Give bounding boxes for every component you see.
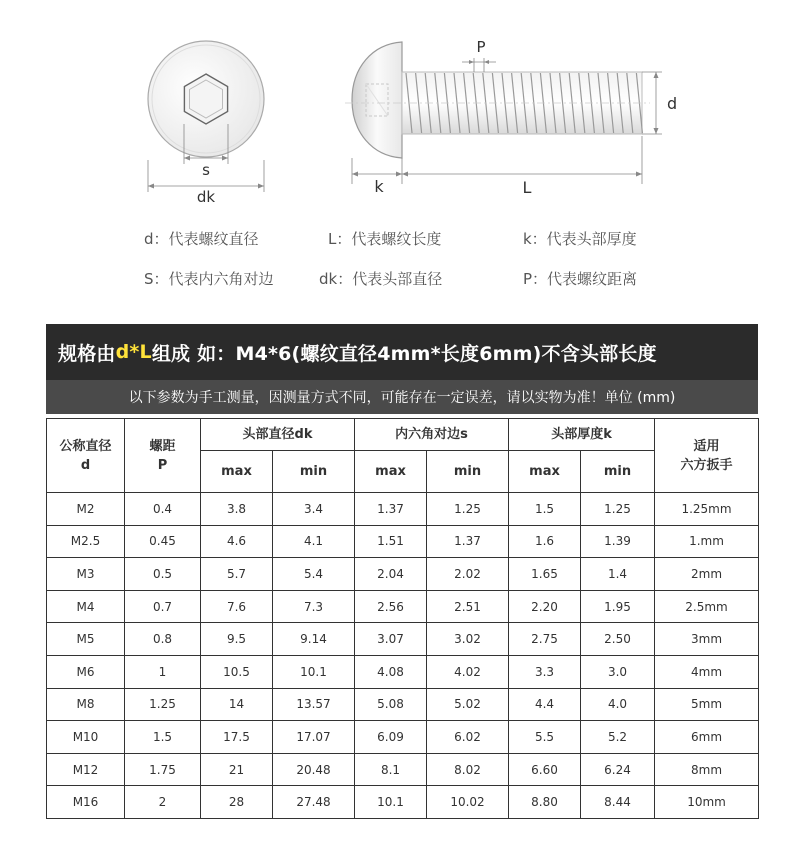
header-k-min: min <box>581 451 655 493</box>
cell-k-max: 1.6 <box>509 525 581 558</box>
cell-k-min: 1.4 <box>581 558 655 591</box>
header-nominal-diameter: 公称直径 d <box>47 419 125 493</box>
spec-title-pre: 规格由 <box>58 342 116 365</box>
label-k: k <box>374 177 384 196</box>
spec-title <box>46 324 758 380</box>
cell-s-min: 6.02 <box>427 721 509 754</box>
cell-pitch: 0.5 <box>125 558 201 591</box>
cell-s-max: 5.08 <box>355 688 427 721</box>
cell-dk-min: 4.1 <box>273 525 355 558</box>
spec-banner <box>46 324 758 414</box>
header-k-max: max <box>509 451 581 493</box>
cell-s-max: 6.09 <box>355 721 427 754</box>
spec-title-post: 组成 如：M4*6(螺纹直径4mm*长度6mm)不含头部长度 <box>151 342 657 365</box>
cell-pitch: 2 <box>125 786 201 819</box>
cell-dk-max: 5.7 <box>201 558 273 591</box>
label-d: d <box>667 94 678 113</box>
cell-s-min: 2.02 <box>427 558 509 591</box>
cell-wrench: 5mm <box>655 688 759 721</box>
cell-dk-max: 3.8 <box>201 493 273 526</box>
table-row <box>47 688 759 721</box>
cell-k-min: 8.44 <box>581 786 655 819</box>
cell-wrench: 1.mm <box>655 525 759 558</box>
cell-dk-min: 3.4 <box>273 493 355 526</box>
cell-k-max: 2.20 <box>509 590 581 623</box>
cell-k-max: 2.75 <box>509 623 581 656</box>
cell-s-min: 8.02 <box>427 753 509 786</box>
header-s-min: min <box>427 451 509 493</box>
spec-table <box>46 418 759 819</box>
cell-dk-min: 7.3 <box>273 590 355 623</box>
cell-k-min: 5.2 <box>581 721 655 754</box>
label-s: s <box>202 161 210 179</box>
cell-dk-max: 21 <box>201 753 273 786</box>
cell-dk-min: 20.48 <box>273 753 355 786</box>
cell-dk-max: 28 <box>201 786 273 819</box>
cell-dk-min: 10.1 <box>273 655 355 688</box>
cell-pitch: 1.75 <box>125 753 201 786</box>
cell-s-min: 5.02 <box>427 688 509 721</box>
header-hex-socket: 内六角对边s <box>355 419 509 451</box>
cell-pitch: 1 <box>125 655 201 688</box>
cell-dk-max: 14 <box>201 688 273 721</box>
cell-s-max: 10.1 <box>355 786 427 819</box>
cell-dk-min: 5.4 <box>273 558 355 591</box>
cell-k-max: 8.80 <box>509 786 581 819</box>
cell-wrench: 8mm <box>655 753 759 786</box>
legend-l: L：代表螺纹长度 <box>328 230 442 248</box>
cell-size: M5 <box>47 623 125 656</box>
cell-s-min: 1.25 <box>427 493 509 526</box>
head-top-view <box>148 41 264 206</box>
cell-s-min: 1.37 <box>427 525 509 558</box>
cell-pitch: 0.4 <box>125 493 201 526</box>
cell-size: M6 <box>47 655 125 688</box>
cell-size: M8 <box>47 688 125 721</box>
cell-k-min: 4.0 <box>581 688 655 721</box>
table-row <box>47 525 759 558</box>
header-dk-min: min <box>273 451 355 493</box>
cell-k-min: 3.0 <box>581 655 655 688</box>
legend-p: P：代表螺纹距离 <box>523 270 638 288</box>
header-pitch: 螺距 P <box>125 419 201 493</box>
cell-s-min: 4.02 <box>427 655 509 688</box>
cell-wrench: 2mm <box>655 558 759 591</box>
cell-size: M16 <box>47 786 125 819</box>
table-row <box>47 558 759 591</box>
cell-wrench: 10mm <box>655 786 759 819</box>
cell-wrench: 2.5mm <box>655 590 759 623</box>
label-dk: dk <box>196 188 216 206</box>
table-row <box>47 753 759 786</box>
legend-d: d：代表螺纹直径 <box>144 230 259 248</box>
cell-k-max: 1.5 <box>509 493 581 526</box>
header-dk-max: max <box>201 451 273 493</box>
table-row <box>47 623 759 656</box>
cell-dk-min: 9.14 <box>273 623 355 656</box>
cell-pitch: 1.25 <box>125 688 201 721</box>
cell-k-min: 1.39 <box>581 525 655 558</box>
cell-k-max: 5.5 <box>509 721 581 754</box>
cell-s-max: 1.37 <box>355 493 427 526</box>
screw-side-view <box>345 38 677 197</box>
spec-title-highlight: d*L <box>115 341 152 363</box>
cell-wrench: 1.25mm <box>655 493 759 526</box>
cell-pitch: 1.5 <box>125 721 201 754</box>
screw-technical-drawing <box>0 0 790 215</box>
cell-dk-max: 4.6 <box>201 525 273 558</box>
cell-s-max: 2.04 <box>355 558 427 591</box>
cell-pitch: 0.45 <box>125 525 201 558</box>
cell-dk-max: 9.5 <box>201 623 273 656</box>
cell-wrench: 6mm <box>655 721 759 754</box>
cell-k-min: 2.50 <box>581 623 655 656</box>
cell-k-max: 3.3 <box>509 655 581 688</box>
cell-k-min: 1.95 <box>581 590 655 623</box>
legend-dk: dk：代表头部直径 <box>319 270 443 288</box>
cell-pitch: 0.7 <box>125 590 201 623</box>
cell-k-min: 6.24 <box>581 753 655 786</box>
cell-wrench: 4mm <box>655 655 759 688</box>
legend-s: S：代表内六角对边 <box>144 270 274 288</box>
cell-size: M4 <box>47 590 125 623</box>
cell-s-min: 3.02 <box>427 623 509 656</box>
header-s-max: max <box>355 451 427 493</box>
measurement-note: 以下参数为手工测量，因测量方式不同，可能存在一定误差，请以实物为准！单位 (mm) <box>46 380 758 414</box>
label-p: P <box>476 38 486 56</box>
cell-dk-min: 27.48 <box>273 786 355 819</box>
table-row <box>47 786 759 819</box>
table-row <box>47 721 759 754</box>
cell-s-min: 10.02 <box>427 786 509 819</box>
cell-k-max: 4.4 <box>509 688 581 721</box>
cell-dk-min: 13.57 <box>273 688 355 721</box>
header-hex-wrench: 适用 六方扳手 <box>655 419 759 493</box>
cell-dk-max: 10.5 <box>201 655 273 688</box>
cell-k-max: 6.60 <box>509 753 581 786</box>
cell-s-max: 8.1 <box>355 753 427 786</box>
cell-k-max: 1.65 <box>509 558 581 591</box>
legend-k: k：代表头部厚度 <box>523 230 637 248</box>
cell-s-min: 2.51 <box>427 590 509 623</box>
header-head-thickness: 头部厚度k <box>509 419 655 451</box>
cell-size: M12 <box>47 753 125 786</box>
label-l: L <box>522 178 532 197</box>
header-head-diameter: 头部直径dk <box>201 419 355 451</box>
cell-wrench: 3mm <box>655 623 759 656</box>
table-row <box>47 590 759 623</box>
cell-size: M3 <box>47 558 125 591</box>
cell-dk-min: 17.07 <box>273 721 355 754</box>
table-row <box>47 493 759 526</box>
cell-size: M2.5 <box>47 525 125 558</box>
symbol-legend <box>0 218 790 298</box>
table-row <box>47 655 759 688</box>
cell-s-max: 3.07 <box>355 623 427 656</box>
cell-dk-max: 7.6 <box>201 590 273 623</box>
cell-s-max: 4.08 <box>355 655 427 688</box>
cell-size: M10 <box>47 721 125 754</box>
cell-dk-max: 17.5 <box>201 721 273 754</box>
cell-s-max: 2.56 <box>355 590 427 623</box>
cell-k-min: 1.25 <box>581 493 655 526</box>
cell-size: M2 <box>47 493 125 526</box>
cell-pitch: 0.8 <box>125 623 201 656</box>
cell-s-max: 1.51 <box>355 525 427 558</box>
